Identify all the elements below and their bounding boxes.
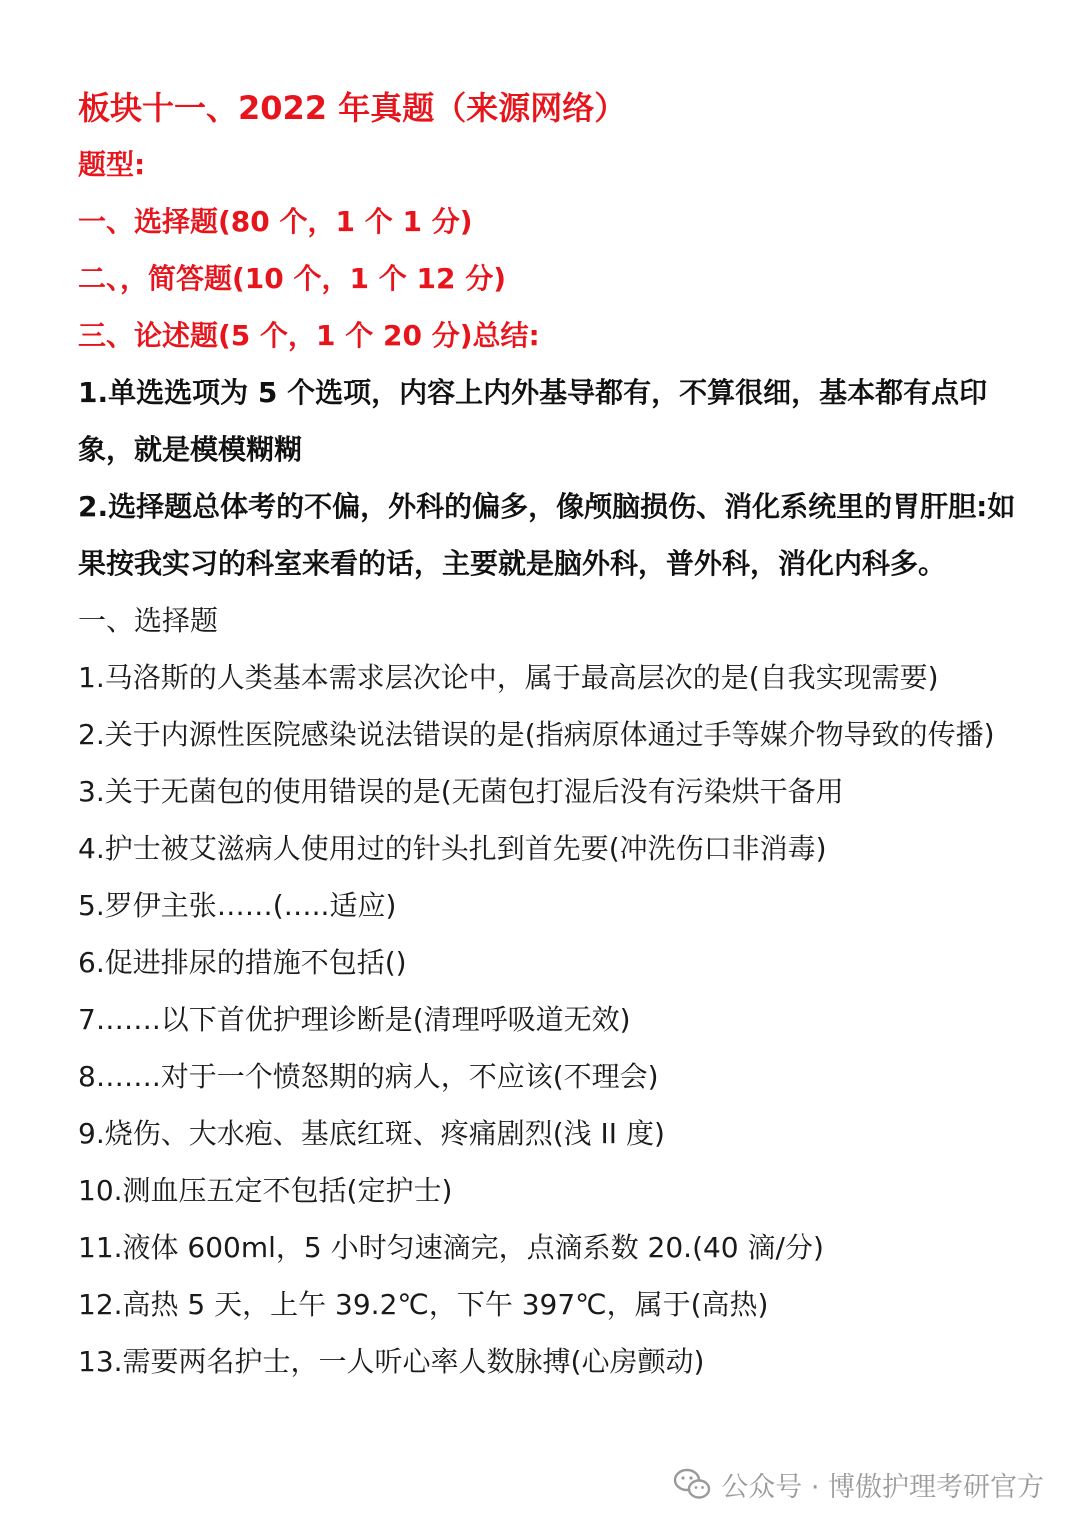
question-type-item: 二、，简答题(10 个，1 个 12 分) bbox=[78, 262, 506, 295]
question-type-item: 三、论述题(5 个，1 个 20 分)总结: bbox=[78, 319, 540, 352]
question-item: 8…….对于一个愤怒期的病人，不应该(不理会) bbox=[78, 1060, 659, 1093]
page-title: 板块十一、2022 年真题（来源网络） bbox=[78, 89, 627, 127]
question-item: 9.烧伤、大水疱、基底红斑、疼痛剧烈(浅 II 度) bbox=[78, 1117, 665, 1150]
question-item: 3.关于无菌包的使用错误的是(无菌包打湿后没有污染烘干备用 bbox=[78, 775, 844, 808]
question-item: 5.罗伊主张……(…..适应) bbox=[78, 889, 397, 922]
summary-item: 2.选择题总体考的不偏，外科的偏多，像颅脑损伤、消化系统里的胃肝胆:如果按我实习的科室来看的话，主要就是脑外科，普外科，消化内科多。 bbox=[78, 490, 1016, 580]
question-item: 12.高热 5 天，上午 39.2℃，下午 397℃，属于(高热) bbox=[78, 1288, 769, 1321]
wechat-icon bbox=[673, 1468, 711, 1500]
question-types-heading: 题型: bbox=[78, 148, 146, 181]
document-body bbox=[78, 80, 1018, 1390]
watermark bbox=[673, 1464, 1044, 1504]
question-item: 4.护士被艾滋病人使用过的针头扎到首先要(冲洗伤口非消毒) bbox=[78, 832, 827, 865]
question-item: 1.马洛斯的人类基本需求层次论中，属于最高层次的是(自我实现需要) bbox=[78, 661, 939, 694]
question-item: 7…….以下首优护理诊断是(清理呼吸道无效) bbox=[78, 1003, 631, 1036]
summary-item: 1.单选选项为 5 个选项，内容上内外基导都有，不算很细，基本都有点印象，就是模模糊糊 bbox=[78, 376, 988, 466]
question-item: 11.液体 600ml，5 小时匀速滴完，点滴系数 20.(40 滴/分) bbox=[78, 1231, 824, 1264]
question-item: 13.需要两名护士，一人听心率人数脉搏(心房颤动) bbox=[78, 1345, 705, 1378]
question-item: 10.测血压五定不包括(定护士) bbox=[78, 1174, 453, 1207]
question-item: 6.促进排尿的措施不包括() bbox=[78, 946, 407, 979]
question-item: 2.关于内源性医院感染说法错误的是(指病原体通过手等媒介物导致的传播) bbox=[78, 718, 995, 751]
question-type-item: 一、选择题(80 个，1 个 1 分) bbox=[78, 205, 473, 238]
watermark-text: 公众号 · 博傲护理考研官方 bbox=[721, 1471, 1044, 1503]
section-heading: 一、选择题 bbox=[78, 604, 219, 637]
